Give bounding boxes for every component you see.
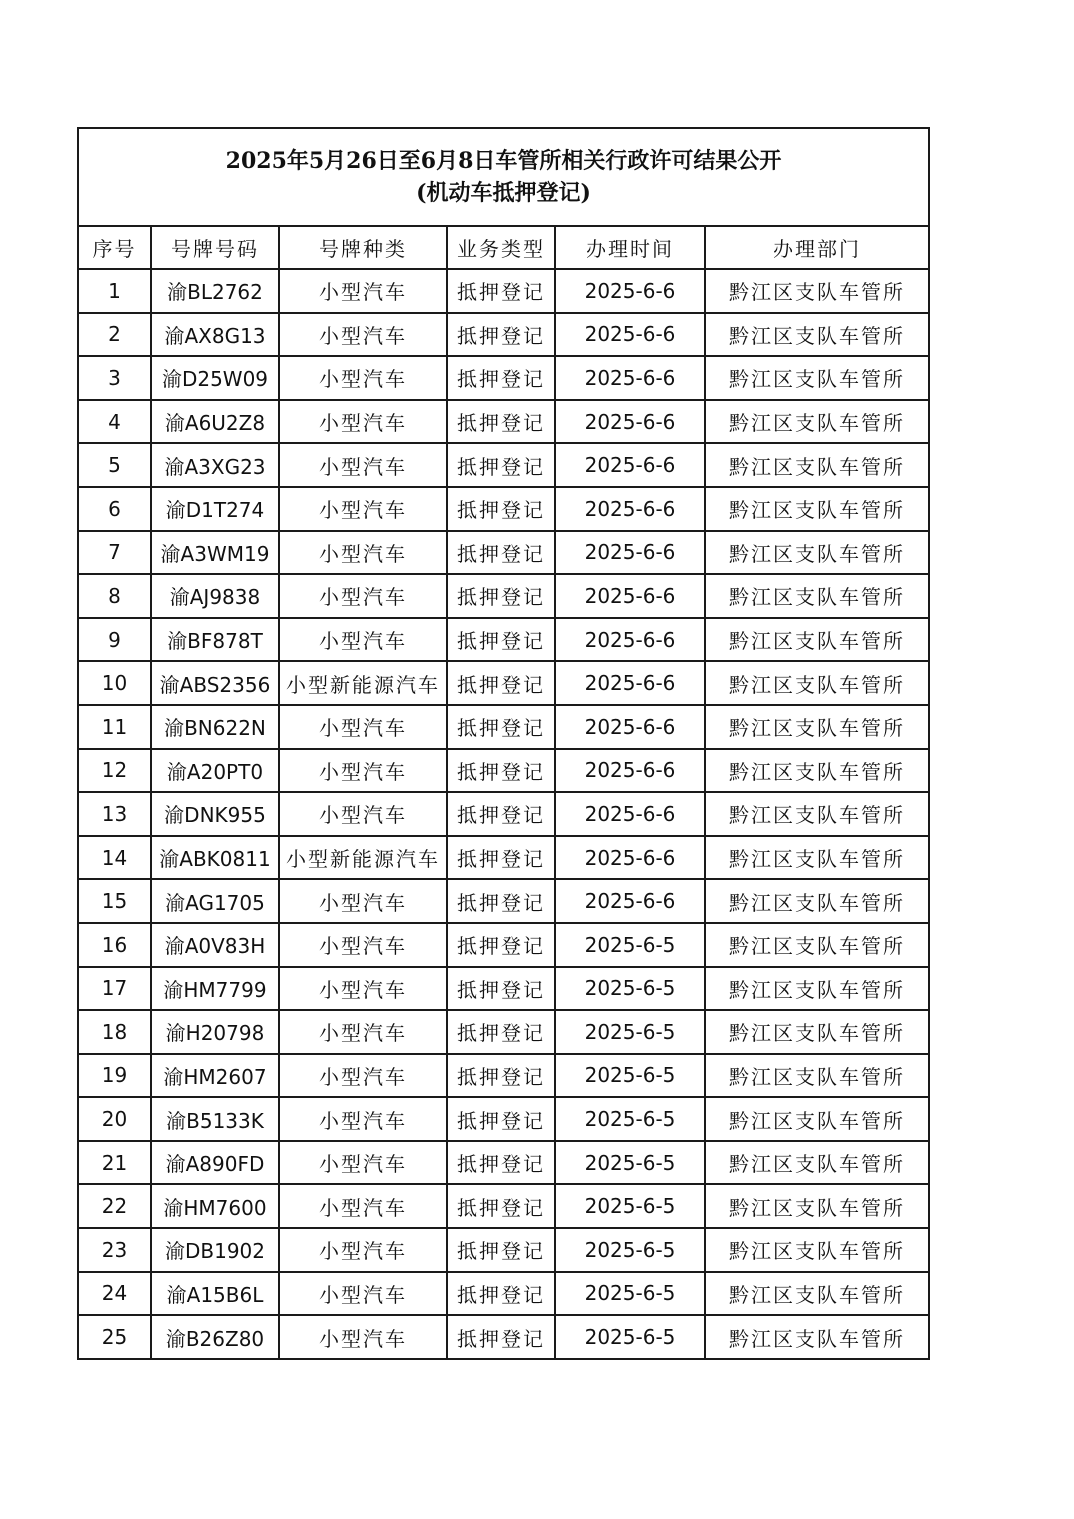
cell-plate-number: 渝D1T274 [151,487,279,531]
cell-plate-number: 渝DNK955 [151,792,279,836]
header-processing-department: 办理部门 [705,226,929,269]
cell-processing-date: 2025-6-6 [555,836,705,880]
cell-processing-department: 黔江区支队车管所 [705,269,929,313]
cell-serial-number: 24 [78,1272,151,1316]
cell-serial-number: 11 [78,705,151,749]
cell-business-type: 抵押登记 [447,618,555,662]
cell-plate-type: 小型汽车 [279,400,447,444]
table-row [78,749,929,793]
cell-processing-date: 2025-6-6 [555,269,705,313]
cell-plate-type: 小型汽车 [279,967,447,1011]
cell-plate-type: 小型新能源汽车 [279,661,447,705]
cell-processing-date: 2025-6-5 [555,1228,705,1272]
cell-plate-number: 渝AJ9838 [151,574,279,618]
table-row [78,792,929,836]
cell-processing-date: 2025-6-6 [555,879,705,923]
cell-serial-number: 20 [78,1097,151,1141]
cell-plate-type: 小型汽车 [279,487,447,531]
cell-plate-number: 渝A0V83H [151,923,279,967]
table-row [78,1054,929,1098]
cell-business-type: 抵押登记 [447,356,555,400]
table-row [78,1141,929,1185]
cell-processing-department: 黔江区支队车管所 [705,967,929,1011]
cell-business-type: 抵押登记 [447,269,555,313]
cell-processing-date: 2025-6-5 [555,1272,705,1316]
cell-processing-date: 2025-6-6 [555,400,705,444]
cell-business-type: 抵押登记 [447,923,555,967]
table-row [78,400,929,444]
cell-plate-number: 渝AX8G13 [151,313,279,357]
header-plate-number: 号牌号码 [151,226,279,269]
cell-business-type: 抵押登记 [447,661,555,705]
table-row [78,967,929,1011]
document-title [78,128,929,226]
cell-plate-type: 小型新能源汽车 [279,836,447,880]
cell-plate-type: 小型汽车 [279,1228,447,1272]
cell-business-type: 抵押登记 [447,313,555,357]
cell-business-type: 抵押登记 [447,487,555,531]
table-row [78,923,929,967]
table-row [78,879,929,923]
cell-processing-date: 2025-6-6 [555,661,705,705]
cell-business-type: 抵押登记 [447,792,555,836]
cell-processing-date: 2025-6-6 [555,487,705,531]
cell-serial-number: 19 [78,1054,151,1098]
table-header-row [78,226,929,269]
cell-plate-type: 小型汽车 [279,313,447,357]
cell-plate-number: 渝A3XG23 [151,443,279,487]
cell-processing-date: 2025-6-5 [555,1097,705,1141]
cell-plate-type: 小型汽车 [279,705,447,749]
header-serial-number: 序号 [78,226,151,269]
cell-plate-type: 小型汽车 [279,1315,447,1359]
cell-serial-number: 8 [78,574,151,618]
cell-serial-number: 5 [78,443,151,487]
cell-serial-number: 6 [78,487,151,531]
cell-plate-number: 渝BF878T [151,618,279,662]
header-business-type: 业务类型 [447,226,555,269]
table-row [78,618,929,662]
cell-plate-number: 渝D25W09 [151,356,279,400]
cell-business-type: 抵押登记 [447,1010,555,1054]
cell-serial-number: 22 [78,1184,151,1228]
cell-business-type: 抵押登记 [447,1184,555,1228]
cell-business-type: 抵押登记 [447,443,555,487]
table-row [78,531,929,575]
table-row [78,1184,929,1228]
cell-processing-department: 黔江区支队车管所 [705,574,929,618]
cell-processing-date: 2025-6-6 [555,443,705,487]
cell-plate-number: 渝A20PT0 [151,749,279,793]
header-plate-type: 号牌种类 [279,226,447,269]
cell-processing-department: 黔江区支队车管所 [705,661,929,705]
cell-processing-date: 2025-6-5 [555,967,705,1011]
cell-plate-number: 渝H20798 [151,1010,279,1054]
table-row [78,313,929,357]
cell-plate-number: 渝B26Z80 [151,1315,279,1359]
cell-processing-department: 黔江区支队车管所 [705,1141,929,1185]
cell-processing-date: 2025-6-6 [555,618,705,662]
cell-business-type: 抵押登记 [447,1097,555,1141]
cell-plate-type: 小型汽车 [279,269,447,313]
cell-processing-date: 2025-6-5 [555,923,705,967]
cell-processing-department: 黔江区支队车管所 [705,1272,929,1316]
table-row [78,1315,929,1359]
table-row [78,1272,929,1316]
cell-serial-number: 9 [78,618,151,662]
cell-processing-department: 黔江区支队车管所 [705,531,929,575]
cell-plate-type: 小型汽车 [279,879,447,923]
cell-plate-type: 小型汽车 [279,531,447,575]
cell-plate-type: 小型汽车 [279,1141,447,1185]
cell-serial-number: 25 [78,1315,151,1359]
cell-serial-number: 23 [78,1228,151,1272]
table-row [78,1097,929,1141]
cell-processing-department: 黔江区支队车管所 [705,879,929,923]
cell-processing-department: 黔江区支队车管所 [705,356,929,400]
cell-processing-department: 黔江区支队车管所 [705,792,929,836]
cell-processing-department: 黔江区支队车管所 [705,836,929,880]
cell-serial-number: 14 [78,836,151,880]
cell-plate-type: 小型汽车 [279,1010,447,1054]
cell-plate-type: 小型汽车 [279,356,447,400]
cell-processing-department: 黔江区支队车管所 [705,1010,929,1054]
cell-plate-number: 渝AG1705 [151,879,279,923]
cell-business-type: 抵押登记 [447,1141,555,1185]
cell-processing-date: 2025-6-5 [555,1141,705,1185]
cell-processing-date: 2025-6-6 [555,792,705,836]
cell-business-type: 抵押登记 [447,531,555,575]
cell-plate-number: 渝A3WM19 [151,531,279,575]
cell-plate-number: 渝A890FD [151,1141,279,1185]
cell-plate-type: 小型汽车 [279,792,447,836]
cell-plate-type: 小型汽车 [279,1272,447,1316]
cell-serial-number: 15 [78,879,151,923]
cell-processing-department: 黔江区支队车管所 [705,705,929,749]
cell-processing-date: 2025-6-6 [555,313,705,357]
cell-business-type: 抵押登记 [447,1272,555,1316]
cell-serial-number: 18 [78,1010,151,1054]
cell-processing-date: 2025-6-5 [555,1184,705,1228]
table-row [78,443,929,487]
table-row [78,269,929,313]
cell-business-type: 抵押登记 [447,1315,555,1359]
cell-serial-number: 12 [78,749,151,793]
cell-processing-department: 黔江区支队车管所 [705,618,929,662]
cell-business-type: 抵押登记 [447,1054,555,1098]
table-row [78,1010,929,1054]
cell-processing-department: 黔江区支队车管所 [705,1228,929,1272]
cell-plate-type: 小型汽车 [279,1184,447,1228]
cell-serial-number: 10 [78,661,151,705]
cell-business-type: 抵押登记 [447,836,555,880]
cell-processing-department: 黔江区支队车管所 [705,1054,929,1098]
cell-processing-date: 2025-6-6 [555,356,705,400]
cell-processing-department: 黔江区支队车管所 [705,1184,929,1228]
cell-business-type: 抵押登记 [447,1228,555,1272]
cell-serial-number: 13 [78,792,151,836]
cell-processing-department: 黔江区支队车管所 [705,1315,929,1359]
cell-plate-type: 小型汽车 [279,1054,447,1098]
cell-processing-date: 2025-6-5 [555,1054,705,1098]
table-row [78,487,929,531]
cell-processing-department: 黔江区支队车管所 [705,313,929,357]
cell-processing-department: 黔江区支队车管所 [705,400,929,444]
cell-serial-number: 3 [78,356,151,400]
cell-plate-number: 渝DB1902 [151,1228,279,1272]
cell-plate-number: 渝BL2762 [151,269,279,313]
cell-plate-type: 小型汽车 [279,1097,447,1141]
cell-plate-type: 小型汽车 [279,443,447,487]
table-row [78,705,929,749]
cell-processing-date: 2025-6-6 [555,531,705,575]
cell-plate-number: 渝ABK0811 [151,836,279,880]
cell-serial-number: 16 [78,923,151,967]
cell-plate-number: 渝A15B6L [151,1272,279,1316]
cell-business-type: 抵押登记 [447,574,555,618]
cell-processing-date: 2025-6-6 [555,749,705,793]
cell-plate-type: 小型汽车 [279,618,447,662]
cell-serial-number: 2 [78,313,151,357]
cell-business-type: 抵押登记 [447,749,555,793]
cell-serial-number: 7 [78,531,151,575]
table-row [78,356,929,400]
cell-plate-type: 小型汽车 [279,923,447,967]
cell-processing-department: 黔江区支队车管所 [705,749,929,793]
cell-business-type: 抵押登记 [447,705,555,749]
cell-plate-number: 渝BN622N [151,705,279,749]
cell-business-type: 抵押登记 [447,967,555,1011]
cell-serial-number: 17 [78,967,151,1011]
cell-processing-department: 黔江区支队车管所 [705,443,929,487]
cell-processing-date: 2025-6-5 [555,1010,705,1054]
header-processing-date: 办理时间 [555,226,705,269]
cell-processing-department: 黔江区支队车管所 [705,487,929,531]
title-line-1: 2025年5月26日至6月8日车管所相关行政许可结果公开 [225,148,782,174]
table-row [78,1228,929,1272]
cell-plate-number: 渝A6U2Z8 [151,400,279,444]
table-row [78,661,929,705]
table-row [78,836,929,880]
title-line-2: (机动车抵押登记) [416,180,591,206]
cell-plate-type: 小型汽车 [279,749,447,793]
cell-serial-number: 1 [78,269,151,313]
cell-serial-number: 21 [78,1141,151,1185]
cell-processing-date: 2025-6-5 [555,1315,705,1359]
cell-plate-number: 渝ABS2356 [151,661,279,705]
results-table [77,127,930,1360]
table-row [78,574,929,618]
cell-business-type: 抵押登记 [447,400,555,444]
cell-plate-number: 渝HM2607 [151,1054,279,1098]
cell-plate-type: 小型汽车 [279,574,447,618]
cell-business-type: 抵押登记 [447,879,555,923]
cell-plate-number: 渝HM7799 [151,967,279,1011]
cell-serial-number: 4 [78,400,151,444]
cell-processing-department: 黔江区支队车管所 [705,1097,929,1141]
cell-processing-department: 黔江区支队车管所 [705,923,929,967]
cell-plate-number: 渝HM7600 [151,1184,279,1228]
cell-processing-date: 2025-6-6 [555,705,705,749]
cell-plate-number: 渝B5133K [151,1097,279,1141]
cell-processing-date: 2025-6-6 [555,574,705,618]
